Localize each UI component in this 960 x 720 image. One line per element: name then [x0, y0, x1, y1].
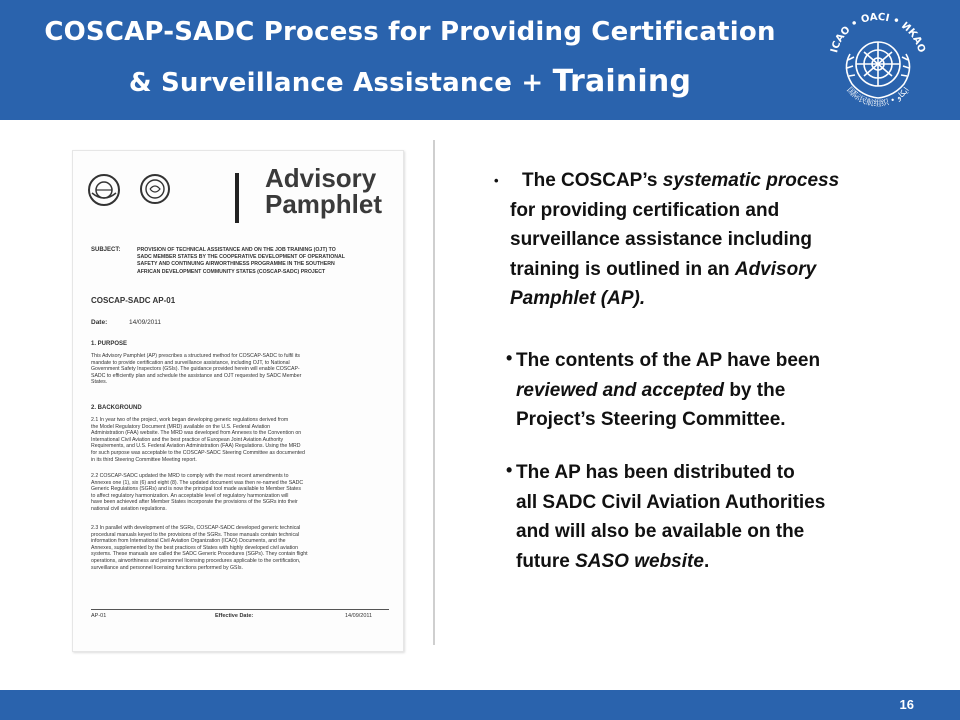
text-run-italic: Pamphlet (AP). — [510, 288, 646, 309]
svg-text:国际民航组织 • ايكاو — [845, 85, 911, 108]
paragraph-2-2 — [91, 473, 389, 513]
para-line: have been achieved after Member States incorporate the provisions of the SGRs into their — [91, 499, 298, 506]
bullet-3-line — [516, 517, 825, 547]
advisory-pamphlet-image — [72, 150, 404, 652]
icao-seal-icon — [87, 173, 121, 207]
para-line: Annexes, supplemented by the best practices of States with highly developed civil aviation — [91, 544, 299, 551]
text-run: The COSCAP’s — [522, 170, 663, 191]
para-line: national civil aviation regulations. — [91, 505, 167, 512]
slide-title — [0, 8, 820, 108]
text-run: The AP has been distributed to — [516, 462, 795, 483]
pamphlet-ref: COSCAP-SADC AP-01 — [91, 296, 176, 305]
bullet-2-line — [516, 346, 820, 376]
text-run: all SADC Civil Aviation Authorities — [516, 491, 826, 513]
para-line: operations, airworthiness and personnel licensing procedures applicable to the certification, — [91, 557, 301, 564]
section-background: 2. BACKGROUND — [91, 405, 142, 411]
bullet-3 — [516, 458, 825, 576]
para-line: for such purpose was acceptable to the COSCAP-SADC Steering Committee as documented — [91, 449, 305, 456]
text-run: and will also be available on the — [516, 521, 805, 542]
text-run: training is outlined in an — [510, 258, 735, 280]
para-line: Requirements, and U.S. Federal Aviation Administration (FAA) Regulations. Using the MRD — [91, 443, 301, 450]
text-run-italic: SASO website — [575, 550, 704, 572]
text-run: The contents of the AP have been — [516, 350, 821, 371]
para-line: Generic Regulations (SGRs) and is now the principal tool made available to Member States — [91, 486, 301, 493]
subject-label: SUBJECT: — [91, 247, 121, 253]
bullet-3-line — [516, 488, 825, 518]
para-line: systems. These manuals are called the SADC Generic Procedures (SGPs). They contain flight — [91, 551, 308, 558]
bullet-3-line — [516, 547, 825, 577]
bullet-2 — [516, 346, 820, 435]
section-purpose: 1. PURPOSE — [91, 341, 128, 347]
text-run: surveillance assistance including — [510, 229, 813, 250]
para-line: to affect regulatory harmonization. An acceptable level of regulatory harmonization will — [91, 492, 289, 499]
date-value: 14/09/2011 — [129, 319, 162, 326]
header-band — [0, 0, 960, 120]
text-run: for providing certification and — [510, 199, 780, 221]
purpose-line: Government Safety Inspectors (GSIs). The guidance provided herein will enable COSCAP- — [91, 366, 300, 373]
page-number: 16 — [899, 697, 914, 712]
document-footer-rule — [91, 609, 389, 610]
bullet-2-line — [516, 405, 820, 435]
para-line: the Model Regulatory Document (MRD) available on the U.S. Federal Aviation — [91, 423, 270, 430]
bullet-1-line — [510, 166, 839, 196]
heading-divider — [235, 173, 239, 223]
document-footer-left: AP-01 — [91, 613, 107, 619]
para-line: procedural manuals keyed to the provisions of the SGRs. Those manuals contain technical — [91, 531, 300, 538]
pamphlet-heading — [265, 165, 382, 217]
para-line: 2.1 In year two of the project, work began developing generic regulations derived from — [91, 417, 289, 423]
bullet-3-line — [516, 458, 825, 488]
title-line-2b: Training — [552, 64, 692, 99]
para-line: 2.3 In parallel with development of the SGRs, COSCAP-SADC developed generic technical — [91, 525, 301, 531]
logo-text-bottom: 国际民航组织 • ايكاو — [845, 85, 911, 109]
purpose-line: This Advisory Pamphlet (AP) prescribes a structured method for COSCAP-SADC to fulfil its — [91, 353, 301, 359]
text-run: Project’s Steering Committee. — [516, 409, 786, 430]
paragraph-2-1 — [91, 417, 389, 463]
bullet-2-line — [516, 376, 820, 406]
date-label: Date: — [91, 319, 108, 326]
text-run: by the — [724, 379, 786, 401]
para-line: Administration (FAA) website. The MRD was developed from Annexes to the Convention on — [91, 430, 302, 437]
subject-line: SADC MEMBER STATES BY THE COOPERATIVE DEVELOPMENT OF OPERATIONAL — [137, 254, 345, 261]
bullet-dot: • — [506, 348, 513, 368]
para-line: International Civil Aviation and the best practice of European Joint Aviation Authority — [91, 436, 284, 443]
column-divider — [433, 140, 435, 645]
pamphlet-heading-line-1: Advisory — [265, 163, 377, 193]
para-line: surveillance and personnel licensing functions performed by GSIs. — [91, 564, 243, 571]
text-run-italic: Advisory — [734, 258, 817, 280]
bullet-1-line — [510, 196, 839, 226]
para-line: Annexes one (1), six (6) and eight (8). The updated document was then re-named the SADC — [91, 479, 304, 486]
title-line-2a: & Surveillance Assistance + — [128, 68, 553, 98]
icao-emblem-icon — [822, 6, 934, 114]
bullet-1-line — [510, 255, 839, 285]
purpose-paragraph — [91, 353, 389, 386]
text-run-italic: systematic process — [662, 170, 840, 191]
pamphlet-heading-line-2: Pamphlet — [265, 189, 383, 219]
para-line: information from International Civil Aviation Organization (ICAO) Documents, and the — [91, 538, 286, 545]
text-run-italic: reviewed and accepted — [516, 379, 725, 401]
title-line-2 — [0, 57, 820, 108]
paragraph-2-3 — [91, 525, 389, 571]
purpose-line: mandate to provide certification and surveillance assistance, including OJT, to National — [91, 359, 290, 366]
para-line: in its third Steering Committee Meeting report. — [91, 456, 197, 463]
text-run: future — [516, 550, 576, 572]
subject-line: PROVISION OF TECHNICAL ASSISTANCE AND ON THE JOB TRAINING (OJT) TO — [137, 247, 336, 253]
subject-line: AFRICAN DEVELOPMENT COMMUNITY STATES (COSCAP-SADC) PROJECT — [137, 268, 326, 275]
footer-band — [0, 690, 960, 720]
purpose-line: SADC to efficiently plan and schedule the assistance and OJT requested by SADC Member — [91, 372, 302, 379]
subject-text — [137, 247, 389, 276]
document-footer-right: 14/09/2011 — [345, 613, 373, 619]
subject-line: SAFETY AND CONTINUING AIRWORTHINESS PROGRAMME IN THE SOUTHERN — [137, 261, 335, 268]
bullet-1-line — [510, 284, 839, 314]
logo-text-top: ICAO • OACI • ИКАО — [829, 11, 927, 55]
para-line: 2.2 COSCAP-SADC updated the MRD to comply with the most recent amendments to — [91, 473, 289, 479]
text-run: . — [703, 550, 710, 572]
title-line-1: COSCAP-SADC Process for Providing Certification — [44, 17, 776, 47]
document-footer-mid: Effective Date: — [215, 613, 254, 619]
purpose-line: States. — [91, 379, 108, 386]
bullet-dot: • — [494, 173, 499, 188]
bullet-1 — [510, 166, 839, 314]
sadc-seal-icon — [139, 173, 171, 205]
bullet-1-line — [510, 225, 839, 255]
bullet-dot: • — [506, 460, 513, 480]
